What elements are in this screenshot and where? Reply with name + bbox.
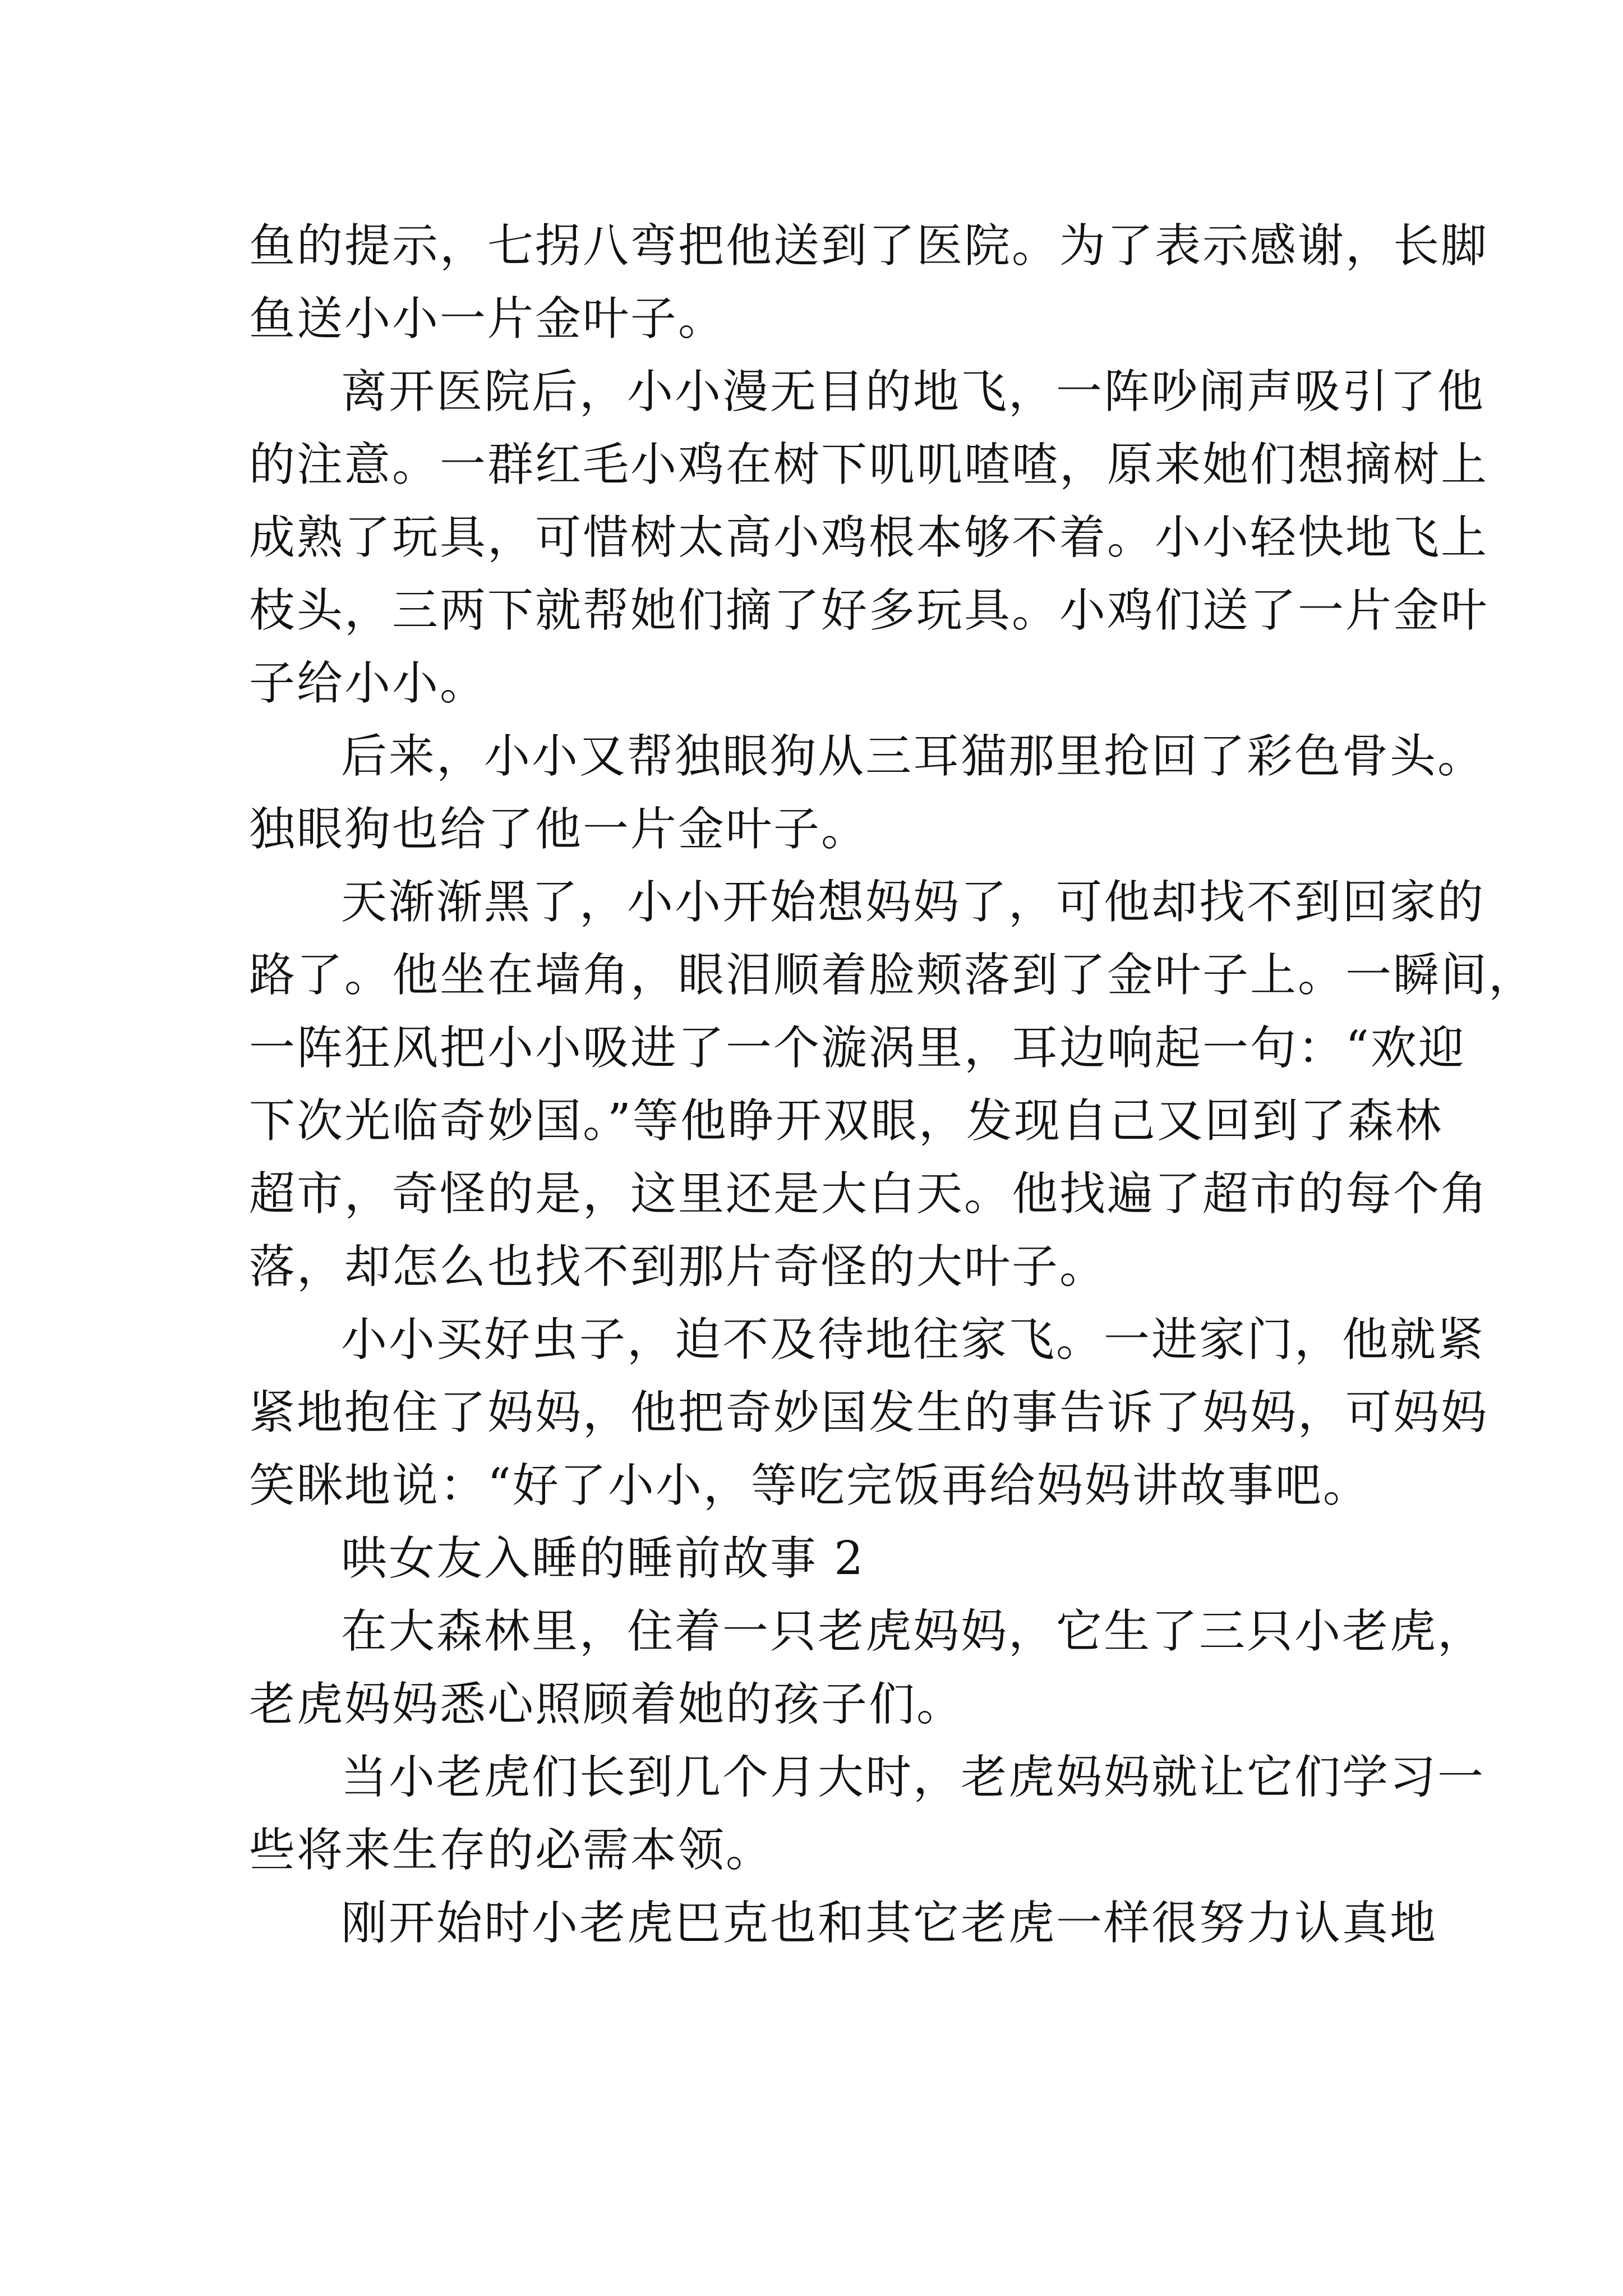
text-line: 超市，奇怪的是，这里还是大白天。他找遍了超市的每个角: [249, 1167, 1489, 1221]
text-line: 落，却怎么也找不到那片奇怪的大叶子。: [249, 1240, 1108, 1294]
text-line: 刚开始时小老虎巴克也和其它老虎一样很努力认真地: [341, 1897, 1438, 1950]
text-line: 老虎妈妈悉心照顾着她的孩子们。: [249, 1678, 965, 1731]
text-line: 天渐渐黑了，小小开始想妈妈了，可他却找不到回家的: [341, 876, 1486, 929]
text-line: 的注意。一群红毛小鸡在树下叽叽喳喳，原来她们想摘树上: [249, 438, 1489, 491]
text-line: 在大森林里，住着一只老虎妈妈，它生了三只小老虎，: [341, 1605, 1486, 1658]
text-line: 成熟了玩具，可惜树太高小鸡根本够不着。小小轻快地飞上: [249, 511, 1489, 564]
text-line: 一阵狂风把小小吸进了一个漩涡里，耳边响起一句：“欢迎: [249, 1022, 1466, 1075]
text-line: 笑眯地说：“好了小小，等吃完饭再给妈妈讲故事吧。: [249, 1459, 1371, 1512]
text-line: 鱼送小小一片金叶子。: [249, 292, 726, 346]
text-line: 小小买好虫子，迫不及待地往家飞。一进家门，他就紧: [341, 1313, 1486, 1366]
text-line: 枝头，三两下就帮她们摘了好多玩具。小鸡们送了一片金叶: [249, 584, 1489, 637]
text-line: 下次光临奇妙国。”等他睁开双眼，发现自己又回到了森林: [249, 1094, 1443, 1148]
text-line: 紧地抱住了妈妈，他把奇妙国发生的事告诉了妈妈，可妈妈: [249, 1386, 1489, 1439]
text-line: 离开医院后，小小漫无目的地飞，一阵吵闹声吸引了他: [341, 365, 1486, 418]
text-line: 当小老虎们长到几个月大时，老虎妈妈就让它们学习一: [341, 1751, 1486, 1804]
text-line: 鱼的提示，七拐八弯把他送到了医院。为了表示感谢，长脚: [249, 219, 1489, 273]
text-line: 后来，小小又帮独眼狗从三耳猫那里抢回了彩色骨头。: [341, 730, 1486, 783]
text-line: 子给小小。: [249, 657, 488, 710]
story-text: [249, 210, 1537, 1960]
section-heading: 哄女友入睡的睡前故事 2: [341, 1532, 865, 1585]
text-line: 些将来生存的必需本领。: [249, 1824, 774, 1877]
text-line: 路了。他坐在墙角，眼泪顺着脸颊落到了金叶子上。一瞬间，: [249, 949, 1537, 1002]
text-line: 独眼狗也给了他一片金叶子。: [249, 803, 869, 856]
